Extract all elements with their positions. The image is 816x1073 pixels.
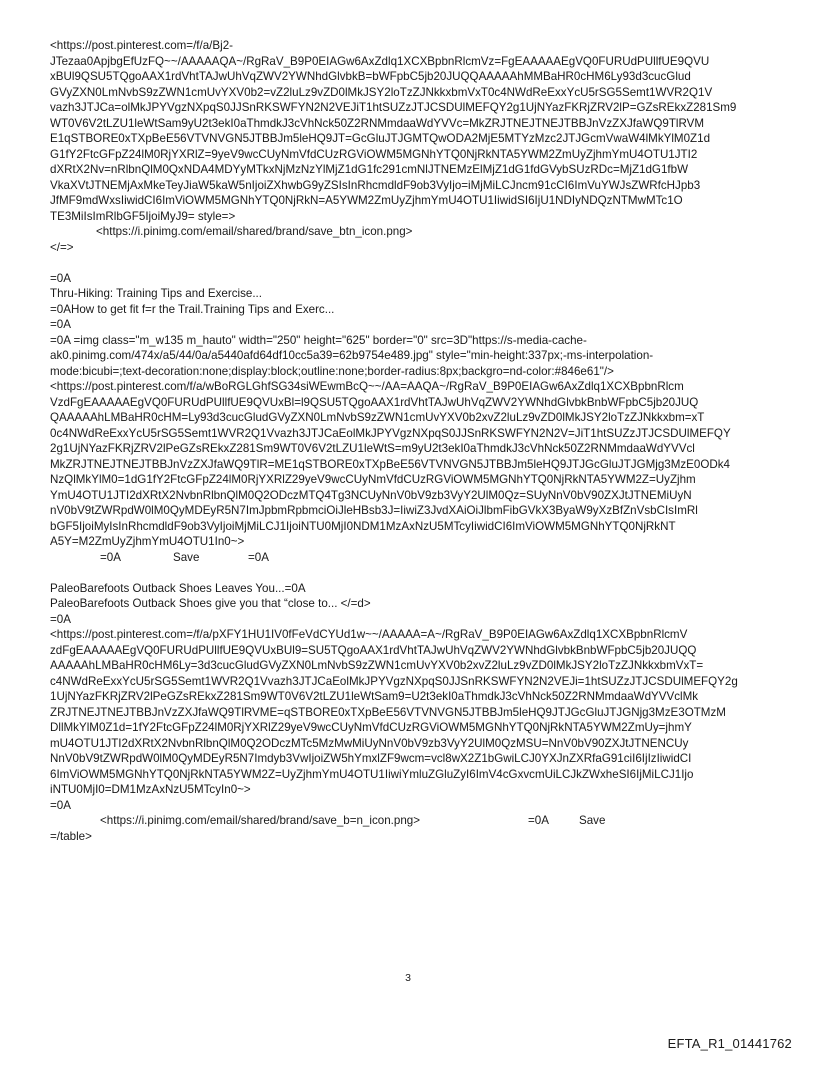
url-block-1 — [50, 38, 766, 224]
url-line: bGF5IjoiMyIsInRhcmdldF9ob3VyIjoiMjMiLCJ1IjoiNTU0MjI0NDM1MzAxNzU5MTcyIiwidCI6ImViOWM5MGNhYTQ0NjRkNT — [50, 519, 676, 533]
encoded-newline: =0A — [50, 798, 71, 812]
url-line: 6ImViOWM5MGNhYTQ0NjRkNTA5YWM2Z=UyZjhmYmU4OTU1IiwiYmluZGluZyI6ImV4cGxvcmUiLCJkZWxheSI6IjMiLCJ1Ijo — [50, 767, 694, 781]
encoded-newline: =0A — [248, 550, 269, 564]
url-line: zdFgEAAAAAEgVQ0FURUdPUllfUE9QVUxBUl9=SU5TQgoAAX1rdVhtTAJwUhVqZWV2YWNhdGlvbkBnbWFpbC5jb20JUQQ — [50, 643, 697, 657]
save-label: Save — [173, 550, 200, 564]
url-line: ZRJTNEJTNEJTBBJnVzZXJfaWQ9TlRVME=qSTBORE0xTXpBeE56VTVNVGN5JTBBJm5leHQ9JTJGcGluJTJGNjg3MzE3OTMzM — [50, 705, 726, 719]
url-line: AAAAAhLMBaHR0cHM6Ly=3d3cucGludGVyZXN0LmNvbS9zZWN1cmUvYXV0b2xvZ2luLz9vZD0lMkJSY2loTzZJNkkxbmVxT= — [50, 659, 704, 672]
url-line: 2g1UjNYazFKRjZRV2lPeGZsREkxZ281Sm9WT0V6V2tLZU1leWtS=m9yU2t3ekI0aThmdkJ3cVhNck50Z2RNMmdaaWdYVVcl — [50, 442, 695, 455]
url-line: TE3MiIsImRlbGF5IjoiMyJ9= style=> — [50, 209, 236, 223]
save-icon-url: <https://i.pinimg.com/email/shared/brand/save_b=n_icon.png> — [100, 814, 420, 827]
spacer — [50, 565, 766, 581]
url-line: JTezaa0ApjbgEfUzFQ~~/AAAAAQA~/RgRaV_B9P0EIAGw6AxZdlq1XCXBpbnRlcmVz=FgEAAAAAEgVQ0FURUdPUllfUE9QVU — [50, 54, 710, 68]
url-line: E1qSTBORE0xTXpBeE56VTVNVGN5JTBBJm5leHQ9JT=GcGluJTJGMTQwODA2MjE5MTYzMzc2JTJGcmVwaW4lMkYlM0Z1d — [50, 132, 711, 145]
url-line: <https://post.pinterest.com=/f/a/Bj2- — [50, 39, 234, 52]
url-line: <https://post.pinterest.com=/f/a/pXFY1HU1IV0fFeVdCYUd1w~~/AAAAA=A~/RgRaV_B9P0EIAGw6AxZdlq1XCXBpbnRlcmV — [50, 628, 688, 641]
encoded-newline: =0A — [50, 271, 71, 285]
encoded-newline: =0A — [50, 318, 71, 331]
save-icon-row — [50, 813, 766, 829]
url-line: <https://post.pinterest.com/f/a/wBoRGLGhfSG34siWEwmBcQ~~/AA=AAQA~/RgRaV_B9P0EIAGw6AxZdlq1XCXBpbnRlcm — [50, 380, 684, 393]
url-line: xBUl9QSU5TQgoAAX1rdVhtTAJwUhVqZWV2YWNhdGlvbkB=bWFpbC5jb20JUQQAAAAAhMMBaHR0cHM6Ly93d3cucGlud — [50, 70, 691, 83]
bates-number: EFTA_R1_01441762 — [667, 1036, 792, 1051]
url-line: MkZRJTNEJTNEJTBBJnVzZXJfaWQ9TlR=ME1qSTBORE0xTXpBeE56VTVNVGN5JTBBJm5leHQ9JTJGcGluJTJGMjg3MzE0ODk4 — [50, 457, 730, 471]
url-line: GVyZXN0LmNvbS9zZWN1cmUvYXV0b2=vZ2luLz9vZD0lMkJSY2loTzZJNkkxbmVxT0c4NWdReExxYcU5rSG5Semt1WVR2Q1V — [50, 85, 713, 99]
url-block-3 — [50, 627, 766, 798]
spacer — [50, 255, 766, 271]
url-line: iNTU0MjI0=DM1MzAxNzU5MTcyIn0~> — [50, 783, 251, 796]
document-body — [50, 38, 766, 844]
img-tag-line: ak0.pinimg.com/474x/a5/44/0a/a5440afd64df10cc5a39=62b9754e489.jpg" style="min-height:337px;-ms-interpolation- — [50, 349, 654, 362]
img-tag-line: mode:bicubi=;text-decoration:none;display:block;outline:none;border-radius:8px;backgro=nd-color:#846e61"/> — [50, 364, 614, 378]
url-line: 1UjNYazFKRjZRV2lPeGZsREkxZ281Sm9WT0V6V2tLZU1leWtSam9=U2t3ekI0aThmdkJ3cVhNck50Z2RNMmdaaWdYVVclMk — [50, 690, 699, 703]
page-number: 3 — [405, 972, 411, 984]
url-line: NzQlMkYlM0=1dG1fY2FtcGFpZ24lM0RjYXRlZ29yeV9wcCUyNmVfdCUzRGViOWM5MGNhYTQ0NjRkNTA5YWM2Z=UyZjhm — [50, 473, 696, 486]
pin-description-thru-hiking: =0AHow to get fit f=r the Trail.Training Tips and Exerc... — [50, 302, 335, 316]
url-line: NnV0bV9tZWRpdW0lM0QyMDEyR5N7Imdyb3VwIjoiZW5hYmxlZF9wcm=vcl8wX2Z1bGwiLCJ0YXJnZXRfaG91ciI6IjIzIiwidCI — [50, 752, 692, 765]
url-line: A5Y=M2ZmUyZjhmYmU4OTU1In0~> — [50, 535, 245, 548]
close-tag: </=> — [50, 240, 74, 254]
url-line: QAAAAAhLMBaHR0cHM=Ly93d3cucGludGVyZXN0LmNvbS9zZWN1cmUvYXV0b2xvZ2luLz9vZD0lMkJSY2loTzZJNkkxbm=xT — [50, 411, 705, 424]
url-line: vazh3JTJCa=olMkJPYVgzNXpqS0JJSnRKSWFYN2N2VEJiT1htSUZzJTJCSDUlMEFQY2g1UjNYazFKRjZRV2lP=GZsREkxZ281Sm9 — [50, 101, 737, 114]
save-label: Save — [579, 814, 606, 827]
pin-description-paleobarefoots: PaleoBarefoots Outback Shoes give you that “close to... </=d> — [50, 597, 371, 610]
url-block-2 — [50, 379, 766, 550]
img-tag-block — [50, 333, 766, 380]
url-line: 0c4NWdReExxYcU5rSG5Semt1WVR2Q1Vvazh3JTJCaEolMkJPYVgzNXpqS0JJSnRKSWFYN2N2V=JiT1htSUZzJTJCSDUlMEFQY — [50, 426, 731, 440]
url-line: VzdFgEAAAAAEgVQ0FURUdPUllfUE9QVUxBl=l9QSU5TQgoAAX1rdVhtTAJwUhVqZWV2YWNhdGlvbkBnbWFpbC5jb20JUQ — [50, 395, 699, 409]
table-close-tag: =/table> — [50, 829, 92, 843]
img-tag-line: =0A =img class="m_w135 m_hauto" width="250" height="625" border="0" src=3D"https://s-media-cache- — [50, 333, 587, 347]
url-line: VkaXVtJTNEMjAxMkeTeyJiaW5kaW5nIjoiZXhwbG9yZSIsInRhcmdldF9ob3VyIjo=iMjMiLCJncm91cCI6ImVuYWJsZWRfcHJpb3 — [50, 178, 701, 192]
url-line: G1fY2FtcGFpZ24lM0RjYXRlZ=9yeV9wcCUyNmVfdCUzRGViOWM5MGNhYTQ0NjRkNTA5YWM2ZmUyZjhmYmU4OTU1JTI2 — [50, 147, 698, 161]
url-line: YmU4OTU1JTI2dXRtX2NvbnRlbnQlM0Q2ODczMTQ4Tg3NCUyNnV0bV9zb3VyY2UlM0Qz=SUyNnV0bV90ZXJtJTNEMiUyN — [50, 488, 692, 502]
save-row — [50, 550, 766, 566]
encoded-newline: =0A — [528, 814, 549, 827]
url-line: mU4OTU1JTI2dXRtX2NvbnRlbnQlM0Q2ODczMTc5MzMwMiUyNnV0bV9zb3VyY2UlM0QzMSU=NnV0bV90ZXJtJTNENCUy — [50, 736, 689, 750]
url-line: DllMkYlM0Z1d=1fY2FtcGFpZ24lM0RjYXRlZ29yeV9wcCUyNmVfdCUzRGViOWM5MGNhYTQ0NjRkNTA5YWM2ZmUy=jhmY — [50, 721, 692, 734]
encoded-newline: =0A — [100, 550, 121, 564]
url-line: c4NWdReExxYcU5rSG5Semt1WVR2Q1Vvazh3JTJCaEolMkJPYVgzNXpqS0JJSnRKSWFYN2N2VEJi=1htSUZzJTJCSDUlMEFQY2g — [50, 674, 738, 688]
save-icon-url: <https://i.pinimg.com/email/shared/brand/save_btn_icon.png> — [96, 225, 413, 238]
pin-title-paleobarefoots: PaleoBarefoots Outback Shoes Leaves You...=0A — [50, 581, 306, 595]
url-line: dXRtX2Nv=nRlbnQlM0QxNDA4MDYyMTkxNjMzNzYlMjZ1dG1fc291cmNlJTNEMzElMjZ1dG1fdGVybSUzRDc=MjZ1dG1fbW — [50, 163, 689, 176]
pin-title-thru-hiking: Thru-Hiking: Training Tips and Exercise... — [50, 287, 262, 300]
url-line: nV0bV9tZWRpdW0lM0QyMDEyR5N7ImJpbmRpbmciOiJleHBsb3J=IiwiZ3JvdXAiOiJlbmFibGVkX3ByaW9yXzBfZnVsbCIsImRl — [50, 504, 698, 517]
url-line: WT0V6V2tLZU1leWtSam9yU2t3ekI0aThmdkJ3cVhNck50Z2RNMmdaaWdYVVc=MkZRJTNEJTNEJTBBJnVzZXJfaWQ9TlRVM — [50, 116, 705, 130]
encoded-newline: =0A — [50, 612, 71, 626]
url-line: JfMF9mdWxsIiwidCI6ImViOWM5MGNhYTQ0NjRkN=A5YWM2ZmUyZjhmYmU4OTU1IiwidSI6IjU1NDIyNDQzNTMwMTc1O — [50, 194, 683, 207]
